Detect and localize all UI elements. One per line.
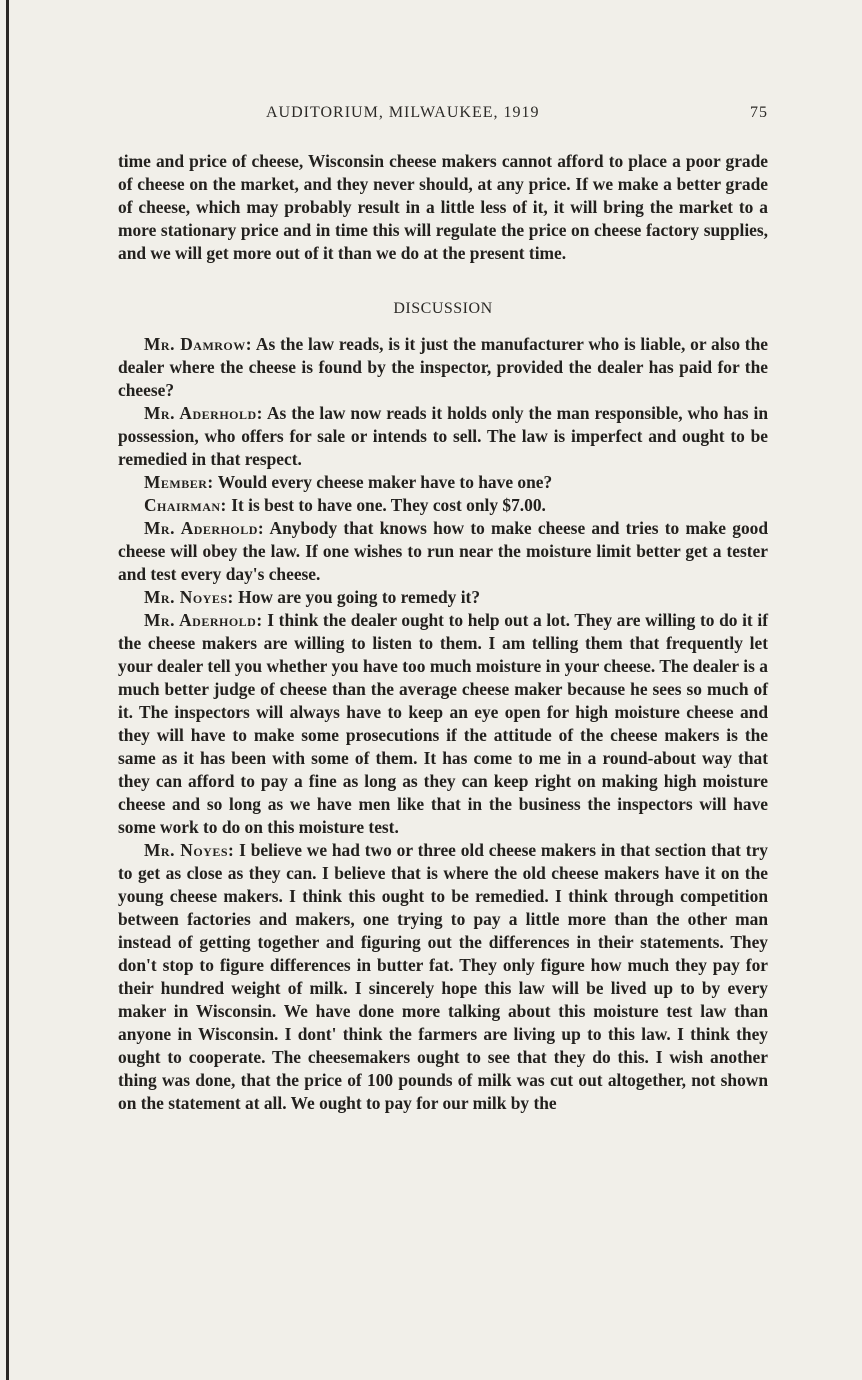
discussion-entry [118, 609, 768, 839]
speaker-name: Mr. Aderhold: [144, 610, 263, 630]
speaker-name: Mr. Aderhold: [144, 518, 265, 538]
speaker-name: Chairman: [144, 495, 227, 515]
speaker-name: Mr. Noyes: [144, 587, 234, 607]
discussion-entry [118, 839, 768, 1115]
discussion-entry [118, 494, 768, 517]
page-binding-edge [6, 0, 9, 1380]
speaker-name: Mr. Aderhold: [144, 403, 263, 423]
speech-text: It is best to have one. They cost only $7.00. [231, 495, 546, 515]
speech-text: As the law now reads it holds only the man responsible, who has in possession, who offers for sale or intends to sell. The law is imperfect and ought to be remedied in that respect. [118, 403, 769, 469]
intro-paragraph: time and price of cheese, Wisconsin cheese makers cannot afford to place a poor grade of cheese on the market, and they never should, at any price. If we make a better grade of cheese, which may probably result in a little less of it, it will bring the market to a more stationary price and in time this will regulate the price on cheese factory supplies, and we will get more out of it than we do at the present time. [118, 151, 768, 263]
discussion-entry [118, 402, 768, 471]
speech-text: Anybody that knows how to make cheese and tries to make good cheese will obey the law. If one wishes to run near the moisture limit better get a tester and test every day's cheese. [118, 518, 769, 584]
discussion-entry [118, 333, 768, 402]
running-header [118, 96, 768, 126]
speaker-name: Mr. Damrow: [144, 334, 253, 354]
book-page [118, 96, 768, 1115]
speaker-name: Mr. Noyes: [144, 840, 235, 860]
running-title: AUDITORIUM, MILWAUKEE, 1919 [266, 104, 540, 121]
discussion-entry [118, 517, 768, 586]
speech-text: As the law reads, is it just the manufacturer who is liable, or also the dealer where the cheese is found by the inspector, provided the dealer has paid for the cheese? [118, 334, 768, 400]
speaker-name: Member: [144, 472, 214, 492]
speech-text: How are you going to remedy it? [238, 587, 481, 607]
discussion-entry [118, 471, 768, 494]
page-number: 75 [750, 104, 768, 121]
speech-text: I think the dealer ought to help out a lot. They are willing to do it if the cheese makers are willing to listen to them. I am telling them that frequently let your dealer tell you whether you have too much moisture in your cheese. The dealer is a much better judge of cheese than the average cheese maker because he sees so much of it. The inspectors will always have to keep an eye open for high moisture cheese and they will have to make some prosecutions if the attitude of the cheese makers is the same as it has been with some of them. It has come to me in a round-about way that they can afford to pay a fine as long as they can keep right on making high moisture cheese and so long as we have men like that in the business the inspectors will have some work to do on this moisture test. [118, 610, 768, 837]
section-heading: DISCUSSION [393, 300, 493, 317]
discussion-entry [118, 586, 768, 609]
speech-text: I believe we had two or three old cheese makers in that section that try to get as close as they can. I believe that is where the old cheese makers have it on the young cheese makers. I think this ought to be remedied. I think through competition between factories and makers, one trying to pay a little more than the other man instead of getting together and figuring out the differences in their statements. They don't stop to figure differences in butter fat. They only figure how much they pay for their hundred weight of milk. I sincerely hope this law will be lived up to by every maker in Wisconsin. We have done more talking about this moisture test law than anyone in Wisconsin. I dont' think the farmers are living up to this law. I think they ought to cooperate. The cheesemakers ought to see that they do this. I wish another thing was done, that the price of 100 pounds of milk was cut out altogether, not shown on the statement at all. We ought to pay for our milk by the [118, 840, 768, 1113]
speech-text: Would every cheese maker have to have one? [217, 472, 553, 492]
